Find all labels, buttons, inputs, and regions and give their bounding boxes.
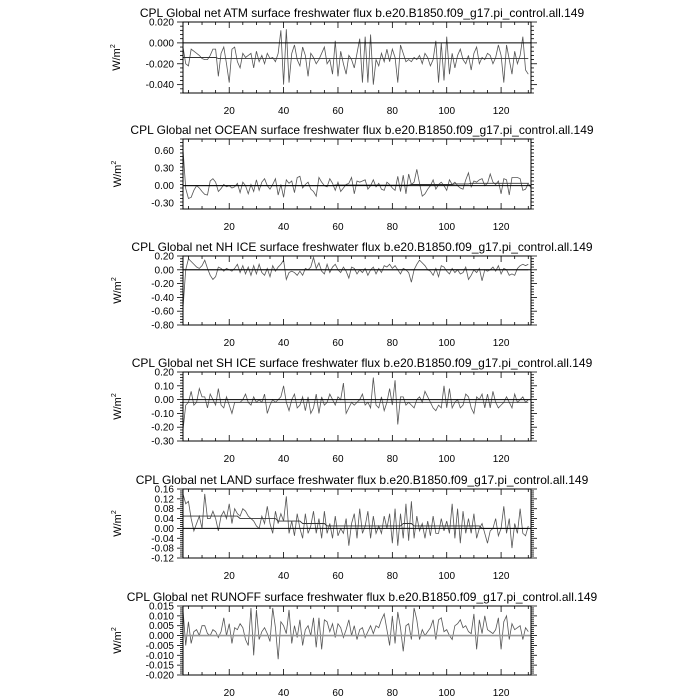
y-tick-label: 0.04 [154, 514, 174, 526]
y-tick-label: -0.08 [151, 543, 174, 555]
y-tick-label: -0.005 [145, 640, 174, 652]
y-tick-label: -0.20 [151, 422, 174, 434]
series-line-annual [183, 257, 528, 307]
x-tick-label: 40 [278, 688, 290, 699]
y-tick-label: 0.16 [154, 484, 174, 496]
y-axis-label [111, 277, 124, 304]
y-tick-label: 0.00 [154, 181, 174, 193]
y-tick-label: 0.00 [154, 395, 174, 407]
x-tick-label: 40 [278, 338, 290, 349]
y-axis-label-unit: W/m [112, 397, 124, 420]
y-tick-label: 0.020 [148, 17, 174, 29]
x-tick-label: 120 [492, 688, 510, 699]
y-tick-label: -0.12 [151, 553, 174, 565]
y-tick-label: 0.20 [154, 367, 174, 379]
x-tick-label: 100 [438, 454, 456, 465]
x-tick-label: 80 [386, 106, 398, 117]
x-tick-label: 40 [278, 571, 290, 582]
y-tick-label: 0.08 [154, 504, 174, 516]
y-axis-label-unit: W/m [112, 631, 124, 654]
x-tick-label: 60 [332, 222, 344, 233]
chart-title: CPL Global net NH ICE surface freshwater flux b.e20.B1850.f09_g17.pi_control.all.149 [131, 240, 593, 254]
plot-frame [183, 22, 531, 93]
y-axis-label [111, 627, 124, 654]
y-axis-label-superscript: 2 [111, 627, 118, 632]
chart-title: CPL Global net RUNOFF surface freshwater flux b.e20.B1850.f09_g17.pi_control.all.149 [126, 590, 598, 604]
y-tick-label: -0.60 [151, 306, 174, 318]
series-line-annual [183, 150, 531, 199]
y-tick-label: -0.04 [151, 533, 174, 545]
x-tick-label: 100 [438, 338, 456, 349]
x-tick-label: 120 [492, 106, 510, 117]
y-tick-label: -0.10 [151, 408, 174, 420]
y-tick-label: -0.015 [145, 660, 174, 672]
series-line-annual [183, 494, 528, 548]
y-tick-label: -0.30 [151, 198, 174, 210]
y-tick-label: 0.10 [154, 381, 174, 393]
chart-panel-4 [111, 356, 593, 465]
y-tick-label: 0.20 [154, 251, 174, 263]
y-tick-label: 0.00 [154, 265, 174, 277]
x-tick-label: 20 [223, 688, 235, 699]
y-tick-label: 0.12 [154, 494, 174, 506]
x-tick-label: 120 [492, 222, 510, 233]
y-tick-label: -0.040 [145, 80, 174, 92]
y-axis-label-unit: W/m [112, 281, 124, 304]
chart-panel-6 [111, 590, 598, 699]
x-tick-label: 20 [223, 454, 235, 465]
y-axis-label [111, 161, 124, 188]
x-tick-label: 120 [492, 571, 510, 582]
x-tick-label: 120 [492, 454, 510, 465]
y-axis-label [110, 44, 123, 71]
x-tick-label: 80 [386, 338, 398, 349]
y-tick-label: -0.020 [145, 670, 174, 682]
x-tick-label: 100 [438, 688, 456, 699]
y-axis-label-superscript: 2 [111, 277, 118, 282]
y-tick-label: 0.015 [148, 601, 174, 613]
y-tick-label: 0.005 [148, 621, 174, 633]
y-axis-label-unit: W/m [111, 48, 123, 71]
x-tick-label: 100 [438, 106, 456, 117]
y-tick-label: -0.80 [151, 320, 174, 332]
x-tick-label: 40 [278, 106, 290, 117]
x-tick-label: 80 [386, 571, 398, 582]
chart-panel-1 [110, 6, 584, 117]
y-axis-label-unit: W/m [112, 164, 124, 188]
x-tick-label: 60 [332, 338, 344, 349]
y-tick-label: -0.020 [145, 59, 174, 71]
x-tick-label: 80 [386, 222, 398, 233]
y-tick-label: -0.40 [151, 292, 174, 304]
x-tick-label: 20 [223, 222, 235, 233]
y-axis-label-superscript: 2 [110, 44, 117, 49]
y-tick-label: 0.00 [154, 523, 174, 535]
x-tick-label: 100 [438, 571, 456, 582]
x-tick-label: 60 [332, 454, 344, 465]
x-tick-label: 80 [386, 454, 398, 465]
x-tick-label: 40 [278, 222, 290, 233]
y-tick-label: 0.000 [148, 631, 174, 643]
y-axis-label [111, 393, 124, 420]
plot-frame [183, 256, 531, 325]
chart-title: CPL Global net OCEAN surface freshwater flux b.e20.B1850.f09_g17.pi_control.all.149 [130, 123, 594, 137]
y-tick-label: 0.60 [154, 146, 174, 158]
chart-title: CPL Global net SH ICE surface freshwater flux b.e20.B1850.f09_g17.pi_control.all.149 [131, 356, 593, 370]
x-tick-label: 60 [332, 571, 344, 582]
x-tick-label: 40 [278, 454, 290, 465]
y-tick-label: -0.20 [151, 279, 174, 291]
x-tick-label: 20 [223, 106, 235, 117]
x-tick-label: 20 [223, 338, 235, 349]
x-tick-label: 120 [492, 338, 510, 349]
x-tick-label: 100 [438, 222, 456, 233]
plot-frame [183, 489, 531, 558]
y-axis-label [111, 510, 124, 537]
series-line-annual [183, 378, 528, 430]
y-axis-label-superscript: 2 [111, 160, 118, 165]
chart-panel-3 [111, 240, 593, 349]
y-axis-label-superscript: 2 [111, 393, 118, 398]
plot-frame [183, 606, 531, 675]
chart-title: CPL Global net ATM surface freshwater flux b.e20.B1850.f09_g17.pi_control.all.149 [139, 6, 585, 20]
chart-panel-5 [111, 473, 589, 582]
chart-title: CPL Global net LAND surface freshwater flux b.e20.B1850.f09_g17.pi_control.all.149 [135, 473, 589, 487]
x-tick-label: 20 [223, 571, 235, 582]
y-axis-label-superscript: 2 [111, 510, 118, 515]
series-line-mean [183, 58, 528, 59]
plot-frame [183, 139, 531, 209]
series-line-annual [183, 608, 528, 659]
y-axis-label-unit: W/m [112, 514, 124, 537]
y-tick-label: -0.30 [151, 436, 174, 448]
chart-panel-2 [111, 123, 594, 233]
y-tick-label: 0.000 [148, 38, 174, 50]
x-tick-label: 80 [386, 688, 398, 699]
y-tick-label: -0.010 [145, 650, 174, 662]
series-line-annual [183, 29, 528, 84]
x-tick-label: 60 [332, 688, 344, 699]
x-tick-label: 60 [332, 106, 344, 117]
y-tick-label: 0.010 [148, 611, 174, 623]
y-tick-label: 0.30 [154, 163, 174, 175]
plot-frame [183, 372, 531, 441]
